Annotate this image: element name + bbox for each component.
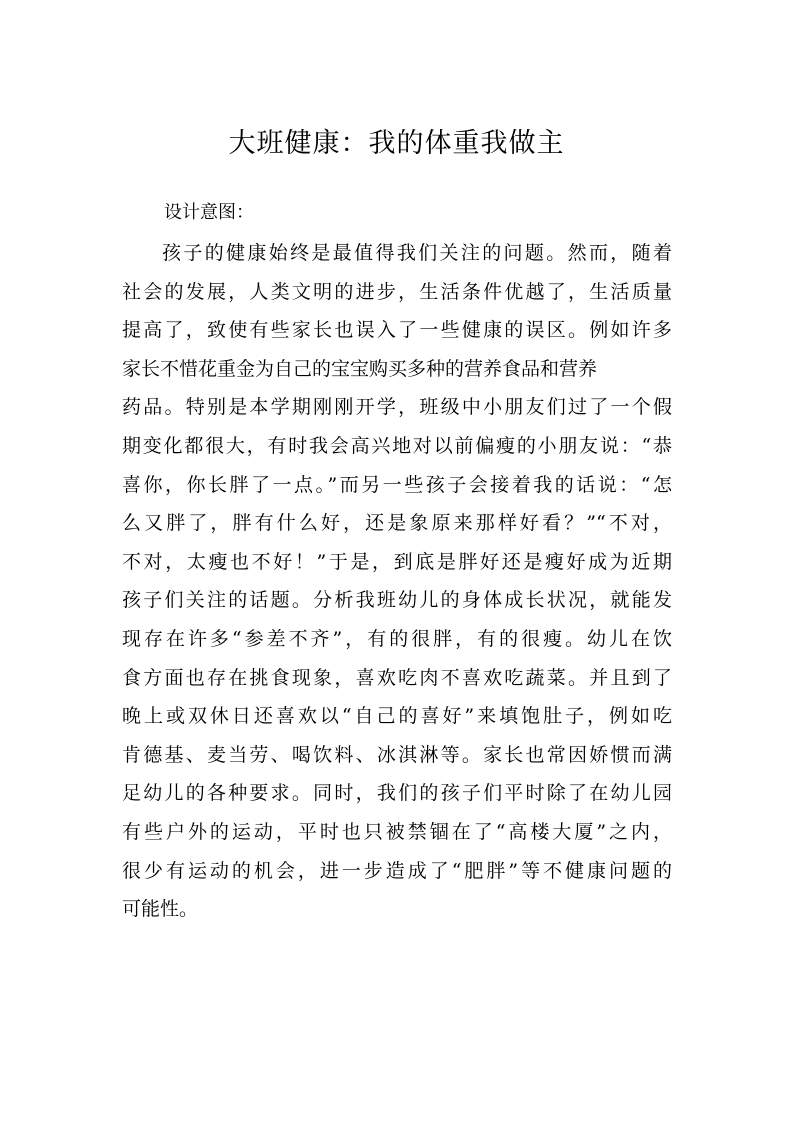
paragraph-line: 喜你，你长胖了一点。”而另一些孩子会接着我的话说：“怎 — [122, 473, 672, 496]
paragraph-line: 提高了，致使有些家长也误入了一些健康的误区。例如许多 — [122, 319, 672, 342]
paragraph-line: 可能性。 — [122, 898, 199, 921]
paragraph-line: 晚上或双休日还喜欢以“自己的喜好”来填饱肚子，例如吃 — [122, 705, 672, 728]
paragraph-line: 么又胖了，胖有什么好，还是象原来那样好看？”“不对， — [122, 512, 672, 535]
paragraph-line: 社会的发展，人类文明的进步，生活条件优越了，生活质量 — [122, 280, 672, 303]
paragraph-line: 孩子们关注的话题。分析我班幼儿的身体成长状况，就能发 — [122, 589, 672, 612]
paragraph-line: 孩子的健康始终是最值得我们关注的问题。然而，随着 — [162, 242, 672, 264]
paragraph-line: 很少有运动的机会，进一步造成了“肥胖”等不健康问题的 — [122, 859, 672, 882]
paragraph-line: 现存在许多“参差不齐”，有的很胖，有的很瘦。幼儿在饮 — [122, 627, 672, 650]
paragraph-line: 足幼儿的各种要求。同时，我们的孩子们平时除了在幼儿园 — [122, 782, 672, 805]
paragraph-line: 药品。特别是本学期刚刚开学，班级中小朋友们过了一个假 — [122, 396, 672, 419]
paragraph-line: 期变化都很大，有时我会高兴地对以前偏瘦的小朋友说：“恭 — [122, 434, 672, 457]
design-intent-paragraph — [122, 234, 682, 929]
paragraph-line: 家长不惜花重金为自己的宝宝购买多种的营养食品和营养 — [122, 357, 598, 380]
document-title: 大班健康：我的体重我做主 — [228, 128, 565, 159]
section-label-design-intent: 设计意图： — [164, 202, 254, 223]
paragraph-line: 食方面也存在挑食现象，喜欢吃肉不喜欢吃蔬菜。并且到了 — [122, 666, 672, 689]
paragraph-line: 不对，太瘦也不好！”于是，到底是胖好还是瘦好成为近期 — [122, 550, 672, 573]
paragraph-line: 肯德基、麦当劳、喝饮料、冰淇淋等。家长也常因娇惯而满 — [122, 743, 672, 766]
paragraph-line: 有些户外的运动，平时也只被禁锢在了“高楼大厦”之内， — [122, 820, 672, 843]
